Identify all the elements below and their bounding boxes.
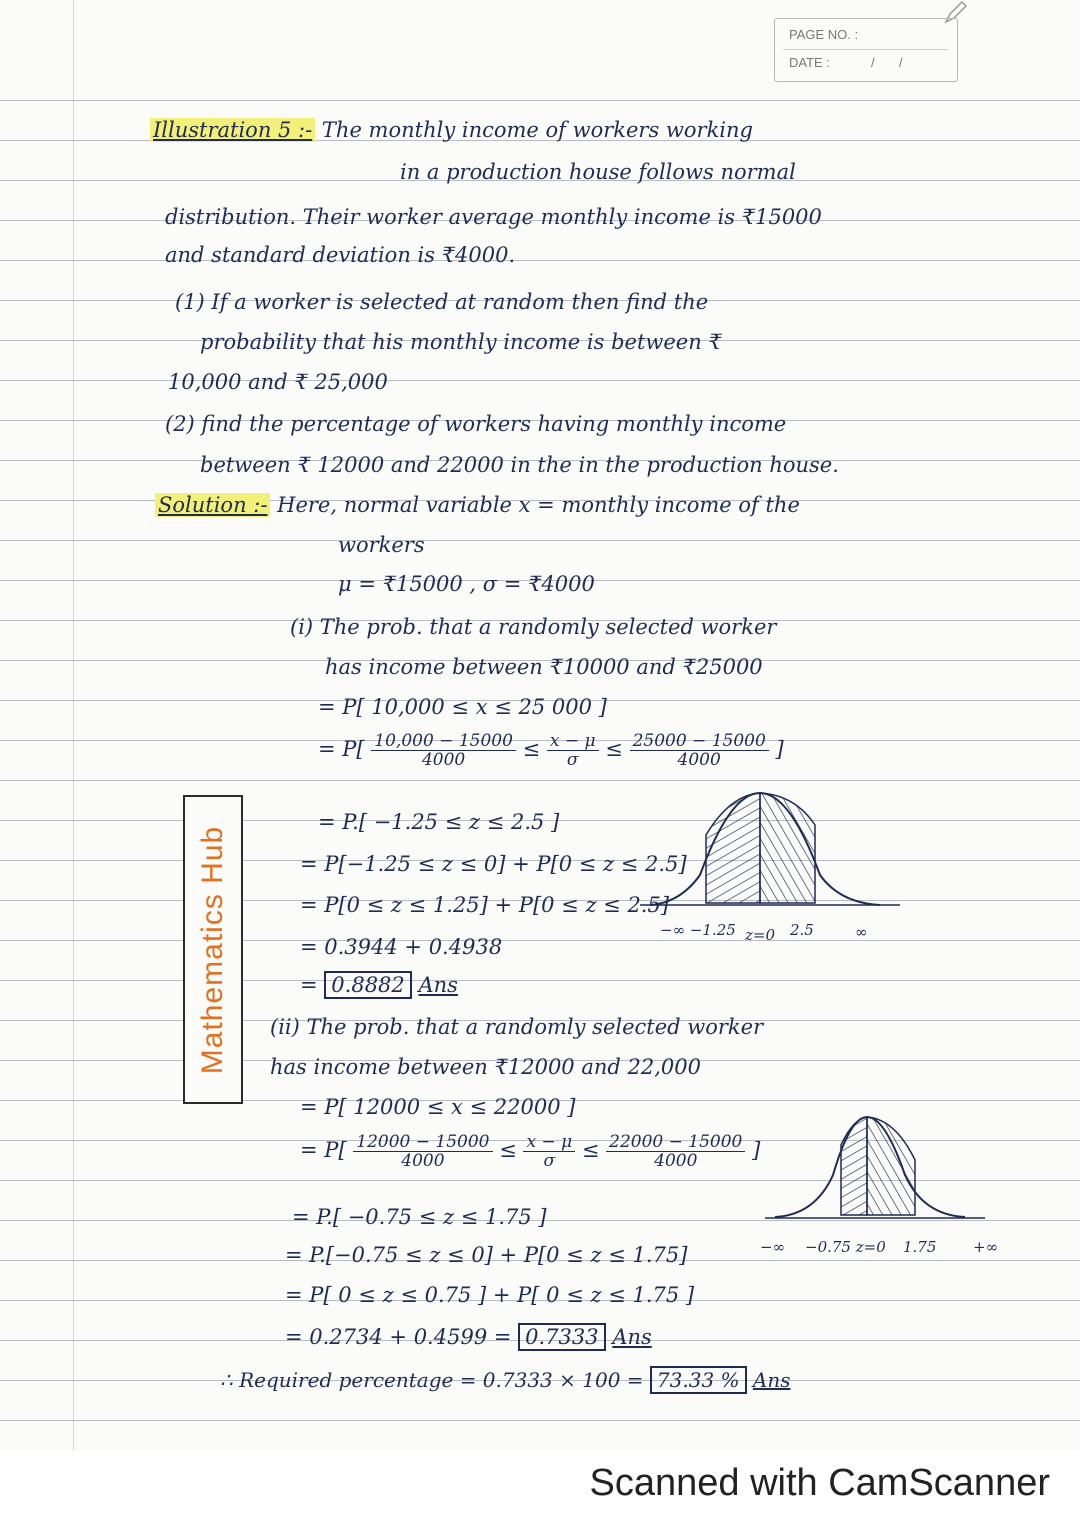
solution-line-2: workers bbox=[338, 533, 425, 557]
step-2 bbox=[318, 732, 784, 769]
page-no-label: PAGE NO. : bbox=[789, 27, 859, 42]
denominator: 4000 bbox=[677, 750, 721, 770]
fraction bbox=[606, 1133, 745, 1170]
normal-curve-1 bbox=[640, 775, 920, 950]
equals: = bbox=[300, 973, 318, 997]
fraction bbox=[630, 732, 769, 769]
illustration-line-4: and standard deviation is ₹4000. bbox=[165, 243, 516, 267]
numerator: x − μ bbox=[547, 732, 599, 751]
parameters-line: μ = ₹15000 , σ = ₹4000 bbox=[338, 572, 595, 596]
question-1-line-2: probability that his monthly income is between ₹ bbox=[200, 330, 722, 354]
fraction bbox=[371, 732, 516, 769]
ruled-line bbox=[0, 540, 1080, 541]
mathematics-hub-watermark bbox=[183, 795, 243, 1104]
ans-label: Ans bbox=[752, 1368, 791, 1392]
ruled-line bbox=[0, 980, 1080, 981]
margin-line bbox=[73, 0, 74, 1450]
ruled-line bbox=[0, 100, 1080, 101]
bracket: ] bbox=[752, 1138, 761, 1162]
numerator: 25000 − 15000 bbox=[630, 732, 769, 751]
answer-box: 0.7333 bbox=[518, 1323, 605, 1351]
bracket: ] bbox=[775, 737, 784, 761]
denominator: σ bbox=[566, 750, 579, 770]
final-line bbox=[220, 1368, 790, 1392]
step-5: = P[0 ≤ z ≤ 1.25] + P[0 ≤ z ≤ 2.5] bbox=[300, 893, 670, 917]
step-7 bbox=[300, 973, 458, 997]
footer-text: Scanned with CamScanner bbox=[589, 1462, 1050, 1504]
watermark-text: Mathematics Hub bbox=[196, 825, 229, 1074]
solution-line-1 bbox=[155, 493, 800, 517]
denominator: 4000 bbox=[654, 1151, 698, 1171]
operator: ≤ bbox=[499, 1138, 517, 1162]
step-10: = P.[ −0.75 ≤ z ≤ 1.75 ] bbox=[292, 1205, 547, 1229]
date-label: DATE : bbox=[789, 55, 830, 70]
axis-label: −∞ bbox=[760, 1238, 786, 1256]
step-4: = P[−1.25 ≤ z ≤ 0] + P[0 ≤ z ≤ 2.5] bbox=[300, 852, 687, 876]
shaded-region-left bbox=[841, 1117, 867, 1215]
axis-label: ∞ bbox=[855, 923, 868, 941]
part-2-line-2: has income between ₹12000 and 22,000 bbox=[270, 1055, 701, 1079]
ans-label: Ans bbox=[418, 973, 458, 997]
answer-box: 0.8882 bbox=[324, 971, 411, 999]
page-date-box bbox=[774, 18, 958, 82]
sum: = 0.2734 + 0.4599 = bbox=[285, 1325, 512, 1349]
illustration-line-3: distribution. Their worker average monthly income is ₹15000 bbox=[165, 205, 822, 229]
bracket: = P[ bbox=[318, 737, 365, 761]
normal-curve-2 bbox=[745, 1105, 1025, 1265]
step-12: = P[ 0 ≤ z ≤ 0.75 ] + P[ 0 ≤ z ≤ 1.75 ] bbox=[285, 1283, 695, 1307]
ruled-line bbox=[0, 1420, 1080, 1421]
date-slash: / bbox=[899, 55, 903, 70]
illustration-line-2: in a production house follows normal bbox=[400, 160, 796, 184]
question-1-line-3: 10,000 and ₹ 25,000 bbox=[168, 370, 388, 394]
step-11: = P.[−0.75 ≤ z ≤ 0] + P[0 ≤ z ≤ 1.75] bbox=[285, 1243, 688, 1267]
date-slash: / bbox=[871, 55, 875, 70]
illustration-heading: Illustration 5 :- bbox=[150, 118, 315, 142]
fraction bbox=[353, 1133, 492, 1170]
step-3: = P.[ −1.25 ≤ z ≤ 2.5 ] bbox=[318, 810, 560, 834]
axis-label: −0.75 z=0 bbox=[805, 1238, 886, 1256]
fraction bbox=[523, 1133, 575, 1170]
illustration-line-1 bbox=[150, 118, 753, 142]
header-divider bbox=[783, 49, 949, 50]
ruled-line bbox=[0, 260, 1080, 261]
numerator: 12000 − 15000 bbox=[353, 1133, 492, 1152]
bracket: = P[ bbox=[300, 1138, 347, 1162]
step-8: = P[ 12000 ≤ x ≤ 22000 ] bbox=[300, 1095, 576, 1119]
solution-text: Here, normal variable x = monthly income of the bbox=[277, 493, 800, 517]
numerator: 10,000 − 15000 bbox=[371, 732, 516, 751]
axis-label: +∞ bbox=[973, 1238, 999, 1256]
ans-label: Ans bbox=[612, 1325, 652, 1349]
question-2-line-1: (2) find the percentage of workers having monthly income bbox=[165, 412, 787, 436]
denominator: 4000 bbox=[421, 750, 466, 770]
solution-heading: Solution :- bbox=[155, 493, 270, 517]
step-9 bbox=[300, 1133, 760, 1170]
denominator: σ bbox=[543, 1151, 556, 1171]
part-1-line-2: has income between ₹10000 and ₹25000 bbox=[325, 655, 763, 679]
operator: ≤ bbox=[522, 737, 541, 761]
step-13 bbox=[285, 1325, 652, 1349]
shaded-region-right bbox=[867, 1117, 915, 1215]
part-2-line-1: (ii) The prob. that a randomly selected worker bbox=[270, 1015, 764, 1039]
camscanner-footer bbox=[0, 1450, 1080, 1528]
operator: ≤ bbox=[581, 1138, 600, 1162]
question-2-line-2: between ₹ 12000 and 22000 in the in the production house. bbox=[200, 453, 839, 477]
fraction bbox=[547, 732, 599, 769]
operator: ≤ bbox=[605, 737, 623, 761]
question-1-line-1: (1) If a worker is selected at random then find the bbox=[175, 290, 709, 314]
step-1: = P[ 10,000 ≤ x ≤ 25 000 ] bbox=[318, 695, 607, 719]
numerator: 22000 − 15000 bbox=[606, 1133, 745, 1152]
denominator: 4000 bbox=[401, 1151, 445, 1171]
illustration-text: The monthly income of workers working bbox=[321, 118, 753, 142]
axis-label: 1.75 bbox=[903, 1238, 937, 1256]
axis-label: −∞ −1.25 bbox=[660, 921, 736, 939]
answer-box: 73.33 % bbox=[650, 1366, 747, 1394]
axis-label: 2.5 bbox=[790, 921, 814, 939]
required-percentage: ∴ Required percentage = 0.7333 × 100 = bbox=[220, 1368, 644, 1392]
part-1-line-1: (i) The prob. that a randomly selected worker bbox=[290, 615, 777, 639]
step-6: = 0.3944 + 0.4938 bbox=[300, 935, 503, 959]
numerator: x − μ bbox=[523, 1133, 575, 1152]
axis-label: z=0 bbox=[745, 926, 776, 944]
ruled-line bbox=[0, 380, 1080, 381]
